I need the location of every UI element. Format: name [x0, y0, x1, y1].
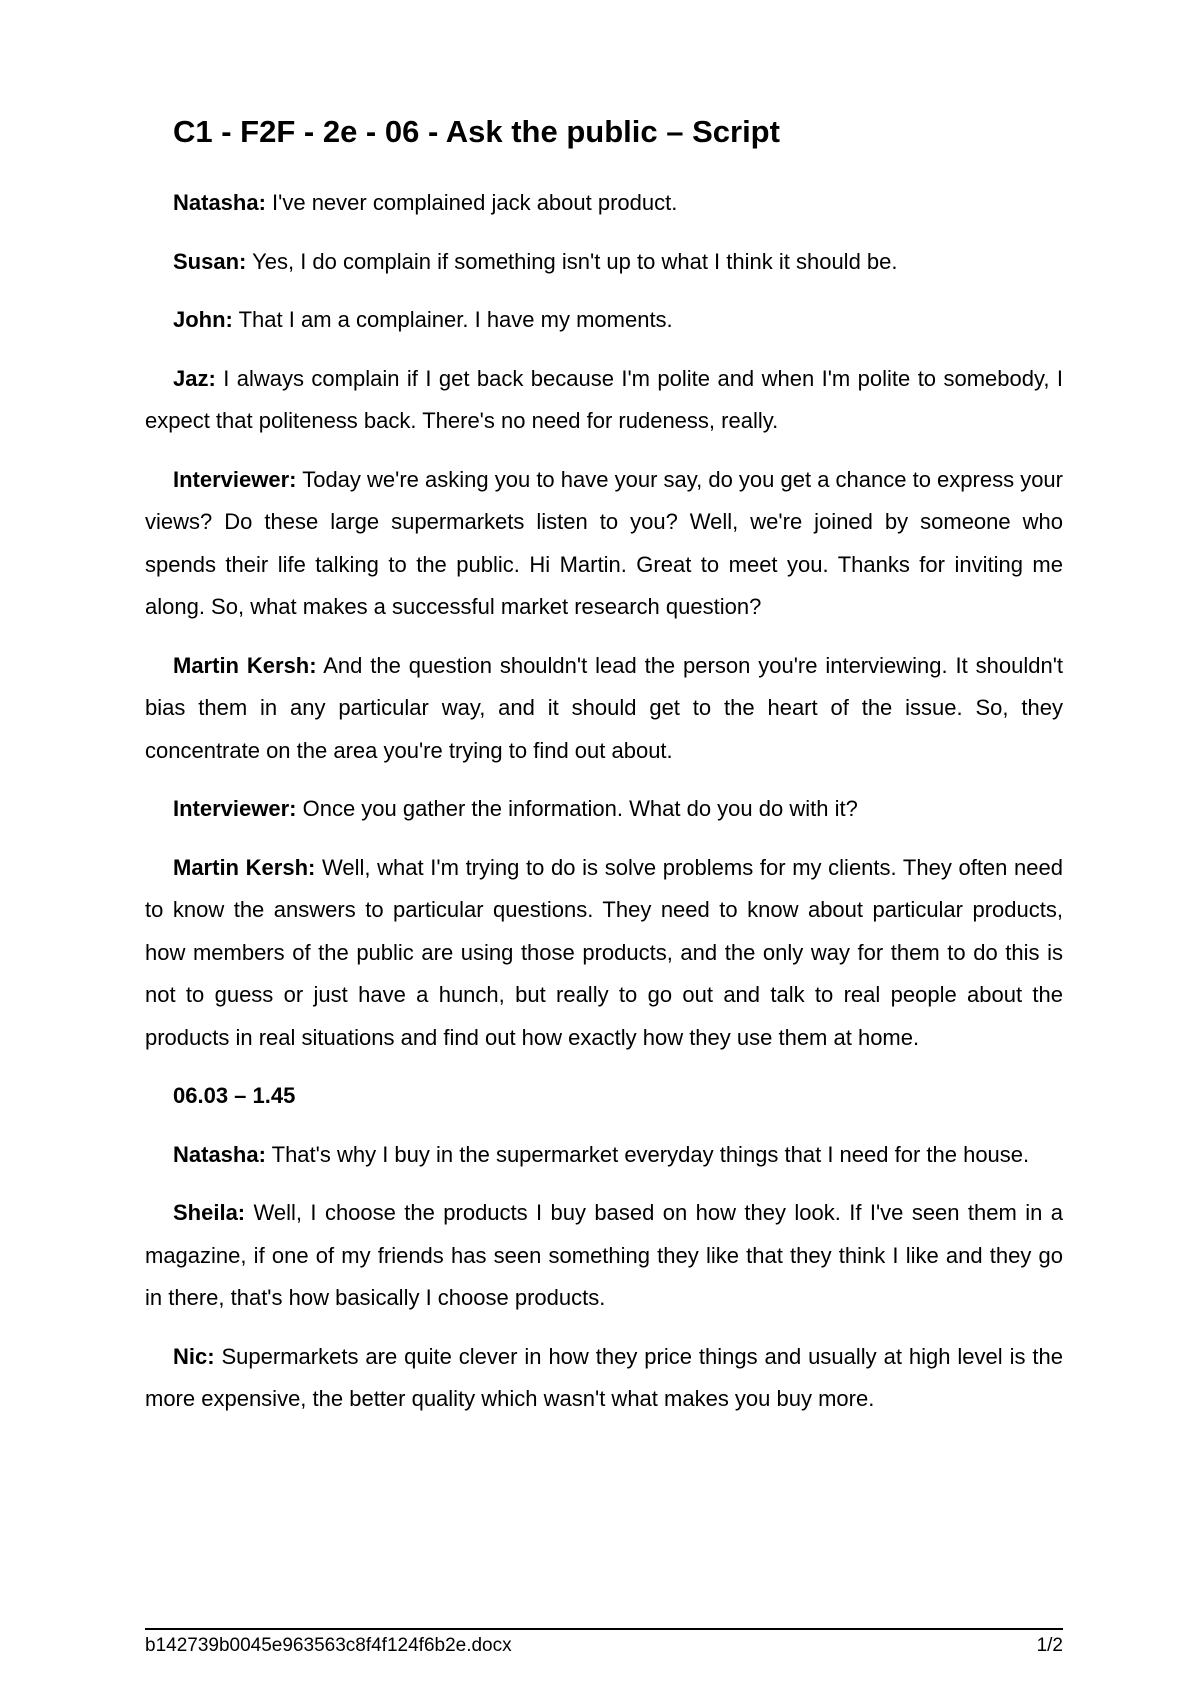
speaker-name: Martin Kersh:	[173, 652, 317, 678]
script-paragraph	[145, 358, 1063, 443]
speaker-name: Natasha:	[173, 190, 266, 215]
timecode-paragraph	[145, 1075, 1063, 1118]
footer-filename: b142739b0045e963563c8f4f124f6b2e.docx	[145, 1635, 512, 1656]
speaker-name: John:	[173, 307, 233, 332]
dialogue-text: Well, what I'm trying to do is solve problems for my clients. They often need to know the answers to particular questions. They need to know about particular products, how members of the public are using those products, and the only way for them to do this is not to guess or just have a hunch, but really to go out and talk to real people about the products in real situations and find out how exactly how they use them at home.	[145, 854, 1063, 1050]
dialogue-text: And the question shouldn't lead the person you're interviewing. It shouldn't bias them in any particular way, and it should get to the heart of the issue. So, they concentrate on the area you're trying to find out about.	[145, 652, 1064, 763]
dialogue-text: Once you gather the information. What do you do with it?	[296, 796, 858, 821]
footer-page-number: 1/2	[1036, 1635, 1063, 1656]
dialogue-text: Well, I choose the products I buy based on how they look. If I've seen them in a magazine, if one of my friends has seen something they like that they think I like and they go in there, that's how basically I choose products.	[145, 1200, 1063, 1310]
speaker-name: Natasha:	[173, 1141, 266, 1167]
speaker-name: Martin Kersh:	[173, 854, 316, 880]
speaker-name: Sheila:	[173, 1200, 246, 1225]
dialogue-text: I always complain if I get back because I'm polite and when I'm polite to somebody, I expect that politeness back. There's no need for rudeness, really.	[145, 365, 1063, 433]
script-paragraph	[145, 299, 1063, 342]
script-paragraph	[145, 1192, 1063, 1320]
script-paragraph	[145, 241, 1063, 284]
dialogue-text: Supermarkets are quite clever in how they price things and usually at high level is the more expensive, the better quality which wasn't what makes you buy more.	[145, 1343, 1063, 1411]
script-paragraph	[145, 847, 1063, 1060]
script-paragraph	[145, 788, 1063, 831]
document-title: C1 - F2F - 2e - 06 - Ask the public – Script	[173, 114, 780, 149]
dialogue-text: That I am a complainer. I have my moments.	[232, 307, 673, 332]
speaker-name: Interviewer:	[173, 466, 297, 492]
speaker-name: Interviewer:	[173, 796, 297, 821]
script-paragraph	[145, 1336, 1063, 1421]
dialogue-text: Yes, I do complain if something isn't up to what I think it should be.	[246, 248, 898, 274]
script-paragraph	[145, 645, 1063, 773]
script-paragraph	[145, 1134, 1063, 1177]
dialogue-text: I've never complained jack about product.	[265, 190, 678, 215]
speaker-name: Jaz:	[173, 365, 216, 391]
speaker-name: Susan:	[173, 248, 247, 274]
dialogue-text: That's why I buy in the supermarket everyday things that I need for the house.	[265, 1141, 1030, 1167]
dialogue-text: Today we're asking you to have your say, do you get a chance to express your views? Do these large supermarkets listen to you? Well, we're joined by someone who spends their life talking to the public. Hi Martin. Great to meet you. Thanks for inviting me along. So, what makes a successful market research question?	[145, 466, 1063, 619]
script-body	[145, 182, 1063, 1437]
speaker-name: Nic:	[173, 1343, 215, 1369]
script-paragraph	[145, 182, 1063, 225]
script-paragraph	[145, 459, 1063, 629]
page-footer	[145, 1628, 1063, 1658]
timecode: 06.03 – 1.45	[173, 1083, 296, 1108]
